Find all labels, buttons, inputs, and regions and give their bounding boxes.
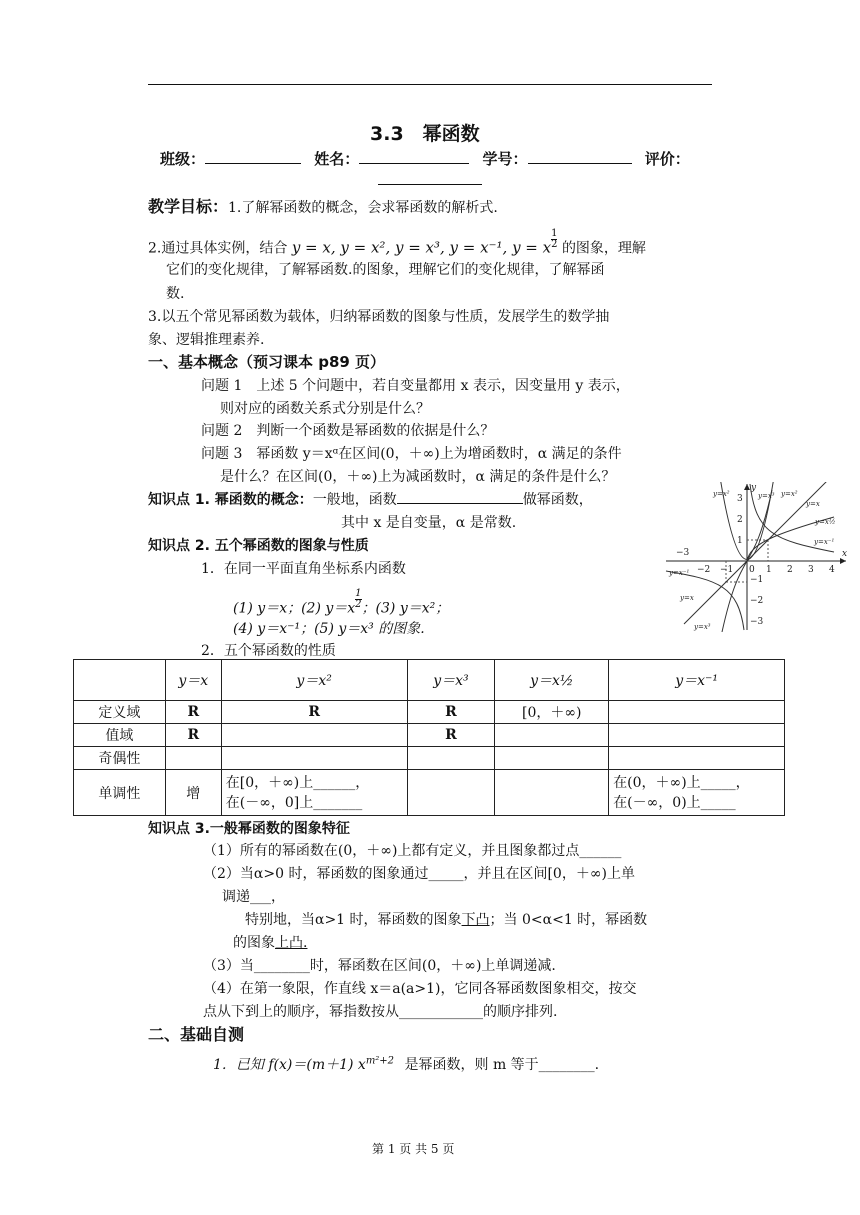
x-tick-neg3: −3 — [676, 548, 690, 558]
mono-x2-line1: 在[0，＋∞)上______， — [225, 774, 370, 791]
table-header-cell: y＝x² — [221, 660, 407, 701]
table-cell[interactable] — [221, 724, 407, 747]
label-y-xinv-left: y=x⁻¹ — [669, 569, 690, 577]
label-y-x3-top: y=x³ — [758, 492, 775, 500]
kp1-label: 知识点 1. 幂函数的概念： — [148, 492, 313, 508]
kp3-label: 知识点 3.一般幂函数的图象特征 — [148, 821, 350, 837]
table-cell: R — [221, 701, 407, 724]
y-axis-label: y — [751, 483, 757, 493]
kp3-convex-up: 上凸. — [275, 935, 308, 951]
objective-2-suffix: 的图象，理解 — [561, 240, 646, 257]
question-2: 问题 2 判断一个函数是幂函数的依据是什么？ — [201, 423, 495, 439]
name-field[interactable] — [359, 149, 469, 164]
name-label: 姓名： — [314, 150, 360, 168]
y-tick-neg3: −3 — [750, 617, 764, 627]
class-field[interactable] — [205, 149, 301, 164]
table-row — [74, 701, 785, 724]
table-header-cell: y＝x½ — [495, 660, 609, 701]
objective-2-line1 — [148, 229, 646, 258]
kp1-text-a: 一般地，函数 — [312, 492, 397, 508]
section1-heading: 一、基本概念（预习课本 p89 页） — [148, 353, 386, 371]
x-tick-neg2: −2 — [697, 565, 711, 575]
x-tick-0: 0 — [749, 565, 755, 575]
kp3-p2-line4 — [233, 932, 307, 952]
table-cell[interactable] — [495, 724, 609, 747]
table-cell[interactable] — [407, 770, 495, 816]
label-y-xinv-right: y=x⁻¹ — [814, 538, 835, 546]
eval-label: 评价： — [644, 150, 690, 168]
y-tick-neg1: −1 — [750, 575, 764, 585]
table-cell[interactable] — [407, 747, 495, 770]
y-tick-2: 2 — [737, 515, 743, 525]
table-cell: R — [407, 701, 495, 724]
table-header-cell — [74, 660, 166, 701]
properties-table — [73, 659, 785, 816]
table-cell[interactable] — [495, 770, 609, 816]
objective-2-line2: 它们的变化规律，了解幂函数.的图象，理解它们的变化规律，了解幂函 — [166, 262, 605, 278]
kp1-line2: 其中 x 是自变量，α 是常数. — [341, 515, 517, 531]
self-test-q1-b: 是幂函数，则 m 等于________. — [404, 1057, 600, 1073]
label-y-x-left: y=x — [680, 594, 694, 602]
kp3-convex-down: 下凸 — [461, 912, 490, 928]
table-header-cell: y＝x³ — [407, 660, 495, 701]
kp3-p2-line4-a: 的图象 — [233, 935, 275, 951]
table-cell: [0，＋∞) — [495, 701, 609, 724]
kp2-funcs-b: ；(3) y＝x²； — [361, 600, 450, 617]
objective-1-text: 1.了解幂函数的概念，会求幂函数的解析式. — [228, 200, 498, 216]
kp2-sub1: 1．在同一平面直角坐标系内函数 — [201, 561, 406, 577]
table-cell[interactable] — [609, 747, 785, 770]
objective-2-line3: 数. — [166, 286, 185, 302]
table-cell: 定义域 — [74, 701, 166, 724]
x-tick-neg1: −1 — [720, 565, 734, 575]
table-cell: R — [407, 724, 495, 747]
kp3-p2-line2: 调递___， — [222, 889, 285, 905]
kp2-label: 知识点 2. 五个幂函数的图象与性质 — [148, 538, 369, 554]
table-cell: R — [165, 701, 221, 724]
kp1-line1 — [148, 489, 593, 509]
x-tick-1: 1 — [766, 565, 772, 575]
table-cell[interactable] — [609, 724, 785, 747]
question-3-line1: 问题 3 幂函数 y＝xᵅ在区间(0，＋∞)上为增函数时，α 满足的条件 — [201, 446, 622, 462]
mono-xinv-line1: 在(0，＋∞)上_____， — [613, 774, 750, 791]
kp2-funcs-a: (1) y＝x；(2) y＝x — [233, 600, 356, 617]
table-cell[interactable] — [165, 747, 221, 770]
kp1-text-b: 做幂函数， — [522, 492, 593, 508]
table-cell: 奇偶性 — [74, 747, 166, 770]
id-field[interactable] — [528, 149, 632, 164]
kp2-funcs-line2: (4) y＝x⁻¹；(5) y＝x³ 的图象. — [233, 621, 425, 637]
objective-2-prefix: 2.通过具体实例，结合 — [148, 240, 288, 257]
y-tick-1: 1 — [737, 536, 743, 546]
info-row — [160, 148, 690, 169]
half-exponent-2: $\frac{1}{2}$ — [355, 588, 362, 610]
table-header-cell: y＝x⁻¹ — [609, 660, 785, 701]
kp1-blank[interactable] — [397, 489, 523, 504]
kp3-p3: （3）当________时，幂函数在区间(0，＋∞)上单调递减. — [203, 958, 556, 974]
table-cell: 单调性 — [74, 770, 166, 816]
mono-xinv-line2: 在(－∞，0)上_____ — [613, 794, 736, 811]
objectives-heading: 教学目标： — [148, 197, 229, 216]
table-header-cell: y＝x — [165, 660, 221, 701]
kp2-sub2: 2．五个幂函数的性质 — [201, 643, 336, 659]
self-test-q1-exponent: m²+2 — [365, 1055, 395, 1067]
kp3-p2-line1: （2）当α>0 时，幂函数的图象通过_____，并且在区间[0，＋∞)上单 — [203, 866, 635, 882]
kp3-p4-line2: 点从下到上的顺序，幂指数按从____________的顺序排列. — [203, 1004, 558, 1020]
eval-field[interactable] — [378, 184, 482, 185]
x-tick-4: 4 — [829, 565, 835, 575]
y-tick-neg2: −2 — [750, 596, 764, 606]
label-y-x3-bottom: y=x³ — [694, 623, 711, 631]
kp3-p1: （1）所有的幂函数在(0，＋∞)上都有定义，并且图象都过点______ — [203, 843, 622, 859]
table-row — [74, 770, 785, 816]
question-3-line2: 是什么？在区间(0，＋∞)上为减函数时，α 满足的条件是什么？ — [220, 469, 616, 485]
table-row — [74, 724, 785, 747]
question-1-line1: 问题 1 上述 5 个问题中，若自变量都用 x 表示，因变量用 y 表示， — [201, 378, 630, 394]
table-cell: R — [165, 724, 221, 747]
table-cell[interactable] — [609, 770, 785, 816]
half-exponent: $\frac{1}{2}$ — [551, 228, 558, 250]
table-cell[interactable] — [221, 747, 407, 770]
x-tick-2: 2 — [787, 565, 793, 575]
table-header-row — [74, 660, 785, 701]
table-cell: 值域 — [74, 724, 166, 747]
page-title: 3.3 幂函数 — [370, 123, 480, 145]
self-test-q1 — [213, 1054, 599, 1074]
section2-heading: 二、基础自测 — [148, 1025, 245, 1044]
kp3-p2-line3-a: 特别地，当α>1 时，幂函数的图象 — [245, 912, 462, 928]
kp3-p2-line3 — [245, 909, 647, 929]
kp2-funcs-line1 — [233, 589, 449, 618]
label-y-x-right: y=x — [806, 500, 820, 508]
x-tick-3: 3 — [808, 565, 814, 575]
table-cell[interactable] — [495, 747, 609, 770]
kp3-p4-line1: （4）在第一象限，作直线 x＝a(a>1)，它同各幂函数图象相交，按交 — [203, 981, 637, 997]
mono-x2-line2: 在(－∞，0]上_______ — [225, 794, 363, 811]
self-test-q1-a: 1．已知 f(x)＝(m＋1) x — [213, 1057, 366, 1073]
objective-1 — [148, 194, 498, 217]
objective-3-line1: 3.以五个常见幂函数为载体，归纳幂函数的图象与性质，发展学生的数学抽 — [148, 309, 610, 325]
question-1-line2: 则对应的函数关系式分别是什么？ — [220, 401, 430, 417]
x-axis-label: x — [842, 549, 848, 559]
label-y-sqrt: y=x½ — [815, 518, 836, 526]
table-cell[interactable] — [609, 701, 785, 724]
page-footer: 第 1 页 共 5 页 — [372, 1142, 455, 1156]
label-y-x2-left: y=x² — [713, 490, 730, 498]
power-functions-graph — [664, 482, 850, 632]
kp3-p2-line3-b: ；当 0<α<1 时，幂函数 — [489, 912, 648, 928]
label-y-x2-right: y=x² — [781, 490, 798, 498]
header-rule — [148, 84, 712, 85]
objective-2-formula: y = x, y = x², y = x³, y = x⁻¹, y = x — [291, 238, 552, 257]
table-cell: 增 — [165, 770, 221, 816]
y-tick-3: 3 — [737, 494, 743, 504]
table-row — [74, 747, 785, 770]
objective-3-line2: 象、逻辑推理素养. — [148, 332, 265, 348]
table-cell[interactable] — [221, 770, 407, 816]
class-label: 班级： — [160, 150, 206, 168]
id-label: 学号： — [482, 150, 528, 168]
